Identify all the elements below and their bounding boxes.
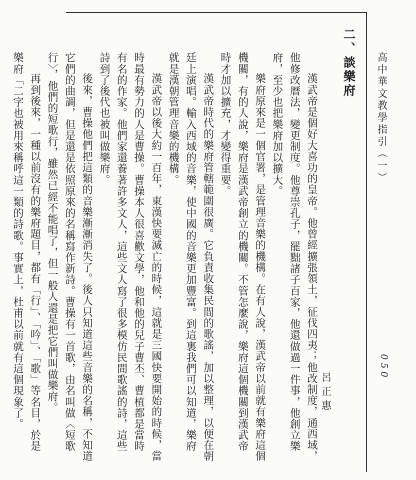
paragraph: 再到後來，一種以前沒有的樂府題目，都有「行」、「吟」、「歌」等名目，於是樂府「二字也被用來稱呼這一類的詩歌。事實上，杜甫以前就有這個現象了。 (11, 52, 42, 452)
paragraph: 漢武帝是個好大喜功的皇帝。他曾經擴張領土，征伐四夷；他改制度，通西域，他修改曆法，變更制度。他尊崇孔子，罷黜諸子百家，他還做過一件事，他創立樂府，至少也把樂府加以擴大。 (271, 52, 318, 462)
running-head: 高中華文教學指引（一） (375, 52, 386, 184)
body-text (9, 52, 320, 462)
paragraph: 漢武帝時代的樂府管轄範圍很廣。它負責收集民間的歌謠，加以整理，以便在朝廷上演唱。輸入西域的音樂，使中國的音樂更加豐富。到這裏我們可以知道，樂府就是漢朝管理音樂的機構。 (167, 52, 215, 462)
paragraph: 後來，曹操他們把這類的音樂漸漸消失了。後人只知道這些音樂的名稱，不知道它們的曲調，但是還是依照原來的名稱寫作新詩。曹操有一首歌，由名叫做〈短歌行〉，他們的短歌行，雖然已經不能唱了，但一般人還是把它們叫做樂府。 (46, 52, 94, 462)
page-number: 050 (378, 354, 388, 381)
author-name: 呂正惠 (319, 372, 330, 414)
section-title: 二、談樂府 (342, 28, 356, 98)
paragraph: 樂府原來是一個官署，是管理音樂的機構。在有人說，漢武帝以前就有樂府這個機關，有的人說，樂府是漢武帝創立的機關。不管怎麼說，樂府這個機關到漢武帝時才加以擴充，才變得重要。 (219, 52, 267, 462)
margin-rule (366, 12, 367, 472)
header-rule (66, 12, 366, 13)
paragraph: 漢武帝以後大約一百年，東漢快要滅亡的時候，這就是三國快要開始的時候，當時最有勢力的人是曹操。曹操本人很喜歡文學，他和他的兒子曹丕、曹植都是當時有名的作家。他們家還養著許多文人，這些文人寫了很多模仿民間歌謠的詩，這些詩到了後代也被叫做樂府。 (98, 52, 163, 462)
